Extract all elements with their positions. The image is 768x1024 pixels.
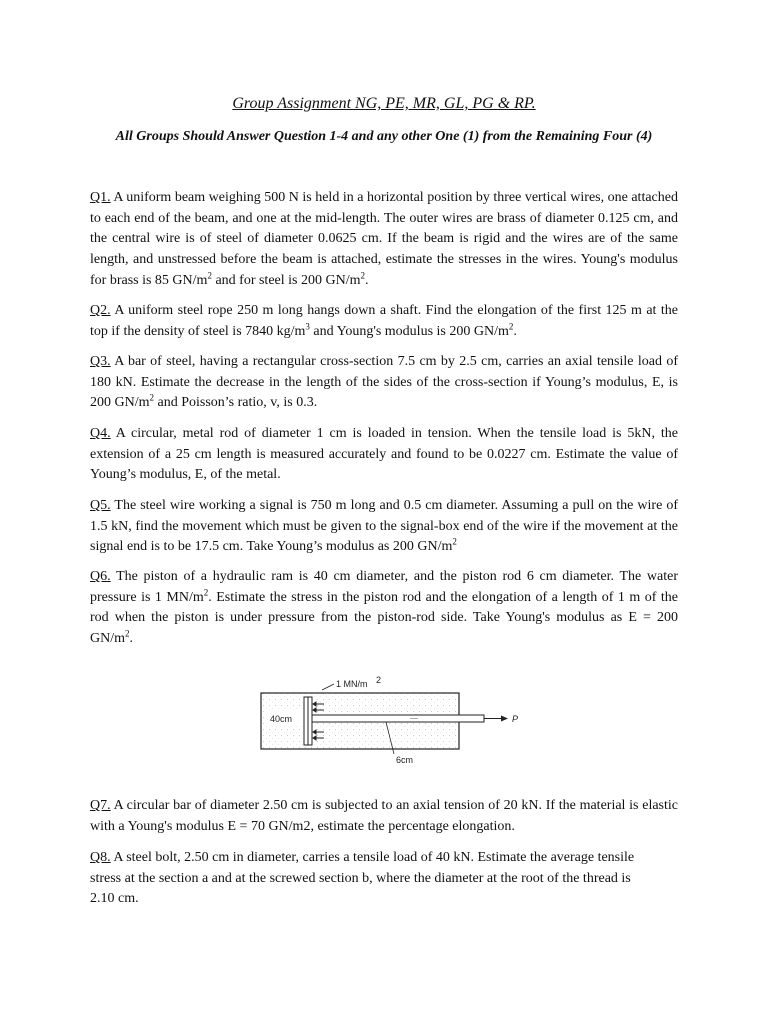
hydraulic-ram-figure xyxy=(250,674,530,770)
question-text-end: . xyxy=(364,272,369,288)
hydraulic-ram-diagram xyxy=(250,674,530,770)
superscript: 2 xyxy=(207,270,212,281)
question-text: The piston of a hydraulic ram is 40 cm diameter, and the piston rod 6 cm diameter. The water pressure is 1 MN/m xyxy=(90,569,678,605)
question-5 xyxy=(90,496,678,558)
question-3 xyxy=(90,352,678,414)
question-text-cont: and Poisson’s ratio, v, is 0.3. xyxy=(154,395,318,411)
question-2 xyxy=(90,301,678,342)
question-1 xyxy=(90,188,678,292)
question-text: The steel wire working a signal is 750 m long and 0.5 cm diameter. Assuming a pull on the wire of 1.5 kN, find the movement which must be given to the signal-box end of the wire if the movement at the signal end is to be 17.5 cm. Take Young’s modulus as 200 GN/m xyxy=(90,498,679,555)
superscript: 2 xyxy=(360,270,365,281)
superscript: 3 xyxy=(305,321,310,332)
question-text: A bar of steel, having a rectangular cross-section 7.5 cm by 2.5 cm, carries an axial tensile load of 180 kN. Estimate the decrease in the length of the sides of the cross-section if Young’s modulus, E, is 200 GN/m xyxy=(90,354,679,411)
superscript: 2 xyxy=(203,587,209,598)
force-label: P xyxy=(512,714,519,724)
pressure-label: 1 MN/m xyxy=(336,679,368,689)
question-4 xyxy=(90,424,678,486)
question-number: Q3. xyxy=(90,354,111,369)
question-text: A circular bar of diameter 2.50 cm is subjected to an axial tension of 20 kN. If the material is elastic with a Young's modulus E = 70 GN/m2, estimate the percentage elongation. xyxy=(90,798,678,834)
question-text: A uniform beam weighing 500 N is held in a horizontal position by three vertical wires, one attached to each end of the beam, and one at the mid-length. The outer wires are brass of diameter 0.125 cm, and the central wire is of steel of diameter 0.0625 cm. If the beam is rigid and the wires are of the same length, and unstressed before the beam is attached, estimate the stresses in the wires. Young's modulus for brass is 85 GN/m xyxy=(90,190,678,288)
question-text-end: . xyxy=(513,323,517,339)
question-text-cont: . Estimate the stress in the piston rod and the elongation of a length of 1 m of the rod when the piston is under pressure from the piston-rod side. Take Young's modulus as E = 200 GN/m xyxy=(90,589,679,647)
question-text: A circular, metal rod of diameter 1 cm is loaded in tension. When the tensile load is 5kN, the extension of a 25 cm length is measured accurately and found to be 0.0227 cm. Estimate the value of Young’s modulus, E, of the metal. xyxy=(90,426,679,483)
page-subtitle: All Groups Should Answer Question 1-4 and any other One (1) from the Remaining Four (4) xyxy=(115,129,653,144)
question-number: Q7. xyxy=(90,798,111,813)
question-text-end: . xyxy=(129,631,133,647)
question-6 xyxy=(90,567,678,650)
superscript: 2 xyxy=(149,392,154,403)
question-number: Q6. xyxy=(90,569,111,584)
question-text-cont: and for steel is 200 GN/m xyxy=(211,272,361,288)
question-text: A steel bolt, 2.50 cm in diameter, carries a tensile load of 40 kN. Estimate the average tensile stress at the section a and at the screwed section b, where the diameter at the root of the thread is 2.10 cm. xyxy=(90,850,635,907)
diameter-label: 40cm xyxy=(270,714,293,724)
question-text: A uniform steel rope 250 m long hangs down a shaft. Find the elongation of the first 125 m at the top if the density of steel is 7840 kg/m xyxy=(90,303,678,339)
piston-rod xyxy=(312,715,484,722)
question-7 xyxy=(90,796,678,837)
question-number: Q5. xyxy=(90,498,111,513)
question-number: Q4. xyxy=(90,426,111,441)
superscript: 2 xyxy=(452,536,457,547)
question-text-cont: and Young's modulus is 200 GN/m xyxy=(309,323,509,339)
superscript: 2 xyxy=(508,321,514,332)
rod-diameter-label: 6cm xyxy=(396,755,414,765)
question-number: Q1. xyxy=(90,190,111,205)
question-8 xyxy=(90,848,650,910)
superscript: 2 xyxy=(125,628,130,639)
pressure-label-sup: 2 xyxy=(376,675,382,685)
question-number: Q8. xyxy=(90,850,111,865)
question-number: Q2. xyxy=(90,303,111,318)
page-title: Group Assignment NG, PE, MR, GL, PG & RP. xyxy=(232,95,536,112)
